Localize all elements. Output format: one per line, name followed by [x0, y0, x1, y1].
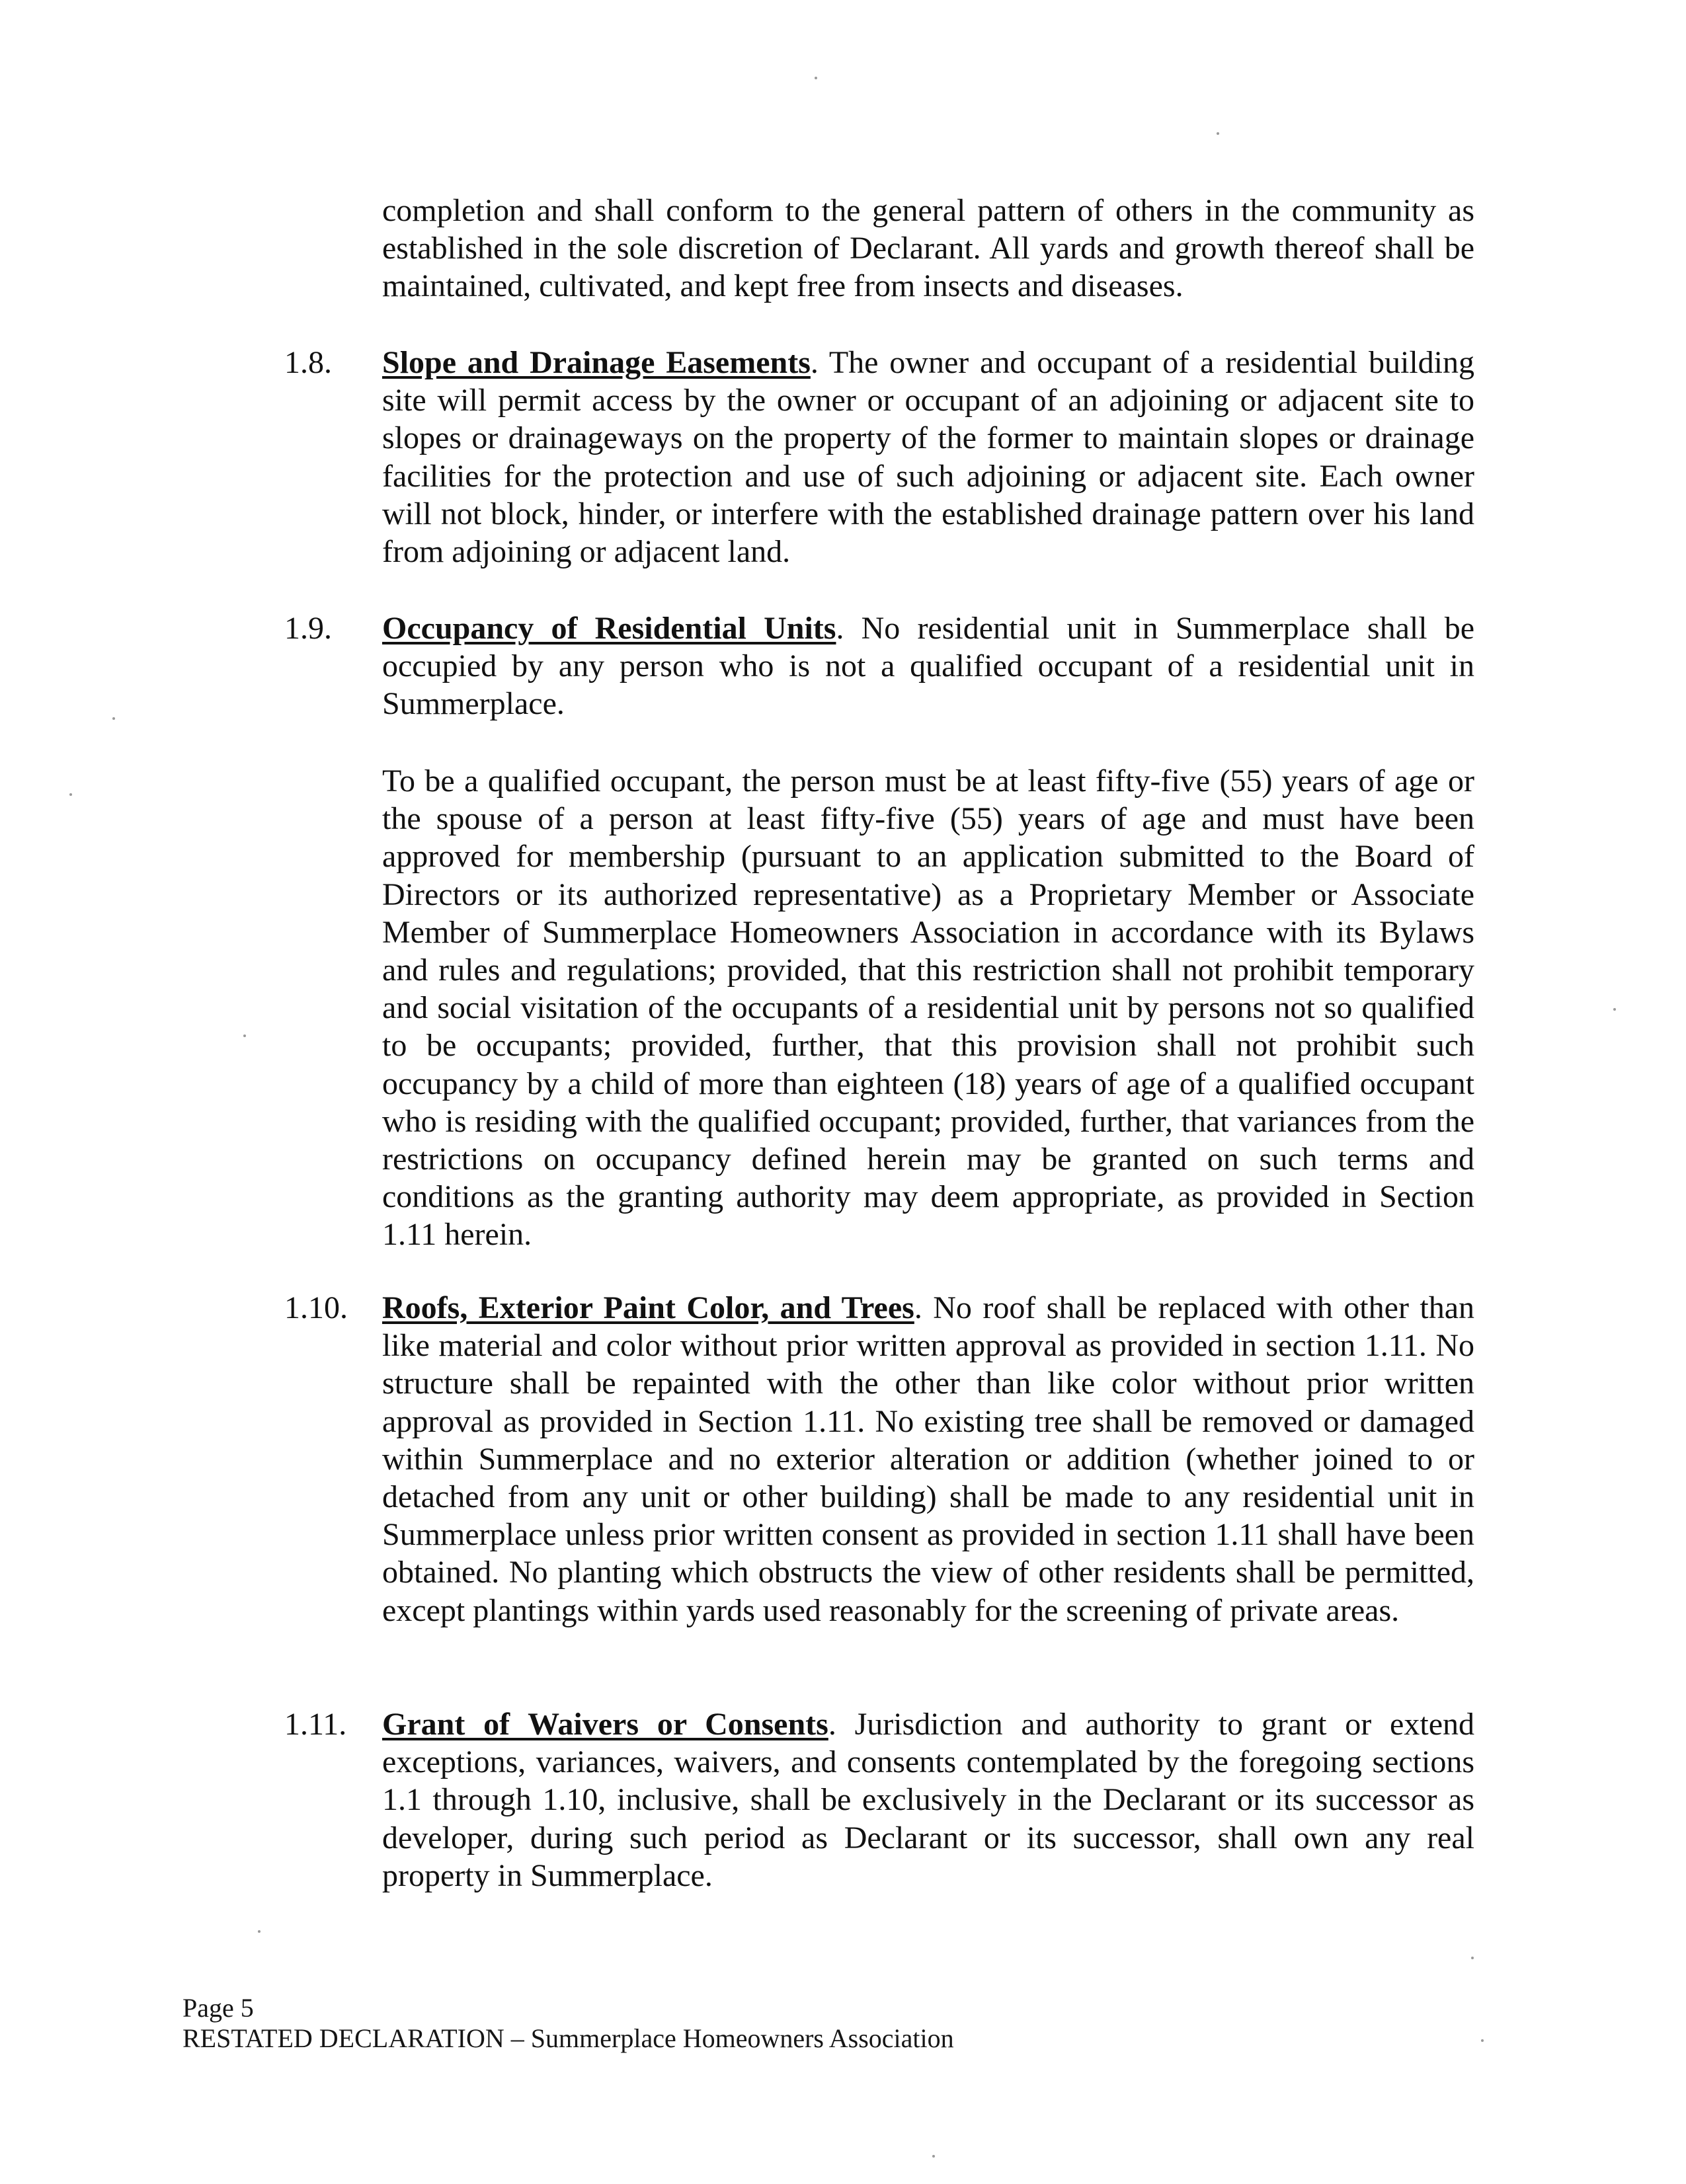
- scan-speck: [932, 2155, 935, 2158]
- scan-speck: [112, 717, 115, 720]
- scan-speck: [1217, 132, 1219, 135]
- scan-speck: [1613, 1008, 1616, 1011]
- section-1-8-body: . The owner and occupant of a residential building site will permit access by the owner or occupant of an adjoining or adjacent site to slopes or drainageways on the property of the former to maintain slopes or drainage facilities for the protection and use of such adjoining or adjacent site. Each owner will not block, hinder, or interfere with the established drainage pattern over his land from adjoining or adjacent land.: [382, 345, 1475, 570]
- section-1-11-heading: Grant of Waivers or Consents: [382, 1707, 828, 1742]
- section-1-10-body: . No roof shall be replaced with other than like material and color without prior written approval as provided in section 1.11. No structure shall be repainted with the other than like color without prior written approval as provided in Section 1.11. No existing tree shall be removed or damaged within Summerplace and no exterior alteration or addition (whether joined to or detached from any unit or other building) shall be made to any residential unit in Summerplace unless prior written consent as provided in section 1.11 shall have been obtained. No planting which obstructs the view of other residents shall be permitted, except plantings within yards used reasonably for the screening of private areas.: [382, 1290, 1474, 1628]
- footer-page-number: Page 5: [182, 1993, 254, 2023]
- scan-speck: [815, 77, 817, 79]
- section-1-9-body: . No residential unit in Summerplace shall be occupied by any person who is not a qualified occupant of a residential unit in Summerplace.: [382, 611, 1475, 722]
- section-number-1-11: 1.11.: [284, 1707, 347, 1742]
- section-1-9-heading: Occupancy of Residential Units: [382, 611, 836, 646]
- scan-speck: [258, 1930, 261, 1933]
- scan-speck: [1481, 2039, 1484, 2042]
- section-1-8-heading: Slope and Drainage Easements: [382, 345, 811, 380]
- section-1-9-extra-paragraph: To be a qualified occupant, the person must be at least fifty-five (55) years of age or the spouse of a person at least fifty-five (55) years of age and must have been approved for membership (pursuant to an application submitted to the Board of Directors or its authorized representative) as a Proprietary Member or Associate Member of Summerplace Homeowners Association in accordance with its Bylaws and rules and regulations; provided, that this restriction shall not prohibit temporary and social visitation of the occupants of a residential unit by persons not so qualified to be occupants; provided, further, that this provision shall not prohibit such occupancy by a child of more than eighteen (18) years of age of a qualified occupant who is residing with the qualified occupant; provided, further, that variances from the restrictions on occupancy defined herein may be granted on such terms and conditions as the granting authority may deem appropriate, as provided in Section 1.11 herein.: [382, 763, 1474, 1253]
- section-1-9-paragraph: [382, 609, 1474, 723]
- section-1-10-paragraph: [382, 1289, 1474, 1629]
- scan-speck: [1471, 1957, 1474, 1959]
- footer-document-title: RESTATED DECLARATION – Summerplace Homeowners Association: [182, 2023, 954, 2053]
- scan-speck: [69, 793, 72, 796]
- intro-paragraph: completion and shall conform to the general pattern of others in the community as established in the sole discretion of Declarant. All yards and growth thereof shall be maintained, cultivated, and kept free from insects and diseases.: [382, 193, 1474, 304]
- section-1-10-heading: Roofs, Exterior Paint Color, and Trees: [382, 1290, 914, 1325]
- scan-speck: [243, 1034, 246, 1037]
- section-number-1-10: 1.10.: [284, 1290, 348, 1325]
- section-1-8-paragraph: [382, 344, 1474, 570]
- section-number-1-9: 1.9.: [284, 611, 332, 646]
- section-1-11-paragraph: [382, 1705, 1474, 1894]
- section-1-11-body: . Jurisdiction and authority to grant or extend exceptions, variances, waivers, and consents contemplated by the foregoing sections 1.1 through 1.10, inclusive, shall be exclusively in the Declarant or its successor as developer, during such period as Declarant or its successor, shall own any real property in Summerplace.: [382, 1707, 1474, 1893]
- section-number-1-8: 1.8.: [284, 345, 332, 380]
